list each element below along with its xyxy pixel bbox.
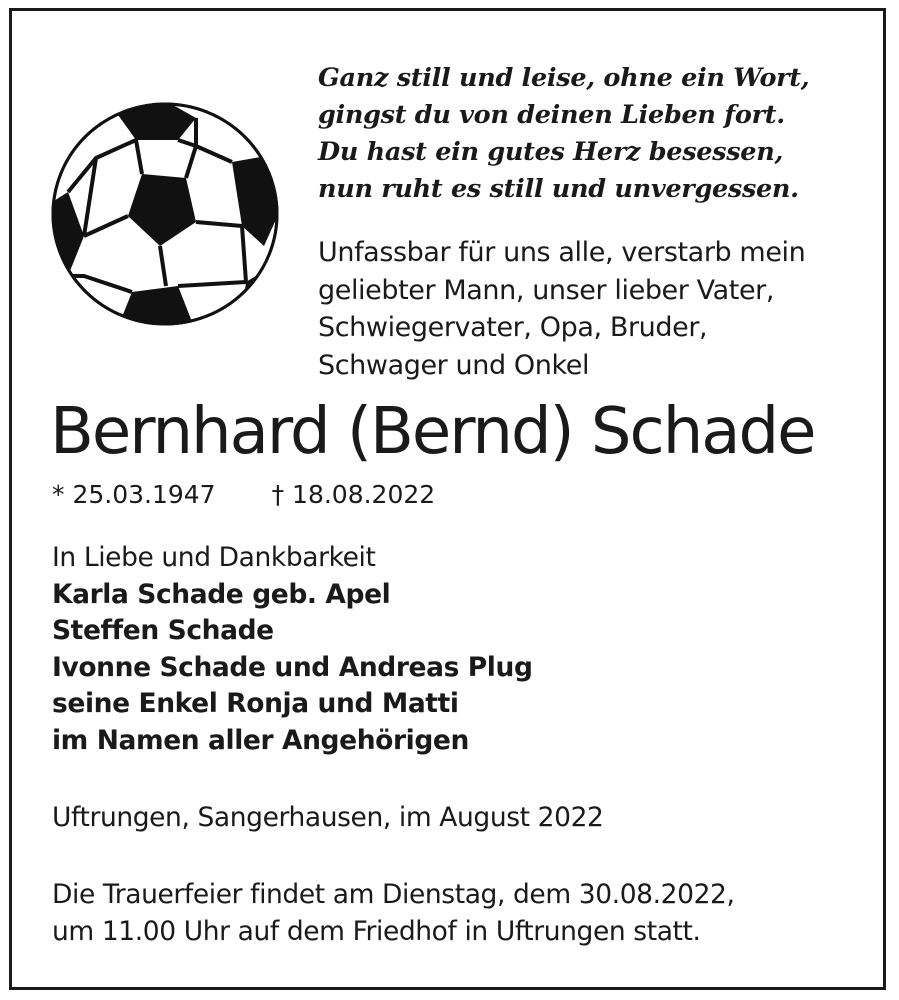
intro-line: Unfassbar für uns alle, verstarb mein <box>318 237 806 268</box>
mourner-name: im Namen aller Angehörigen <box>52 724 469 756</box>
soccer-ball-icon <box>46 96 284 328</box>
poem-line: nun ruht es still und unvergessen. <box>318 174 799 204</box>
life-dates <box>52 478 435 512</box>
intro-line: geliebter Mann, unser lieber Vater, <box>318 274 775 306</box>
intro-line: Schwager und Onkel <box>318 349 590 381</box>
place-date: Uftrungen, Sangerhausen, im August 2022 <box>52 802 604 833</box>
intro-text <box>318 234 878 384</box>
funeral-notice <box>52 876 735 950</box>
mourner-name: Karla Schade geb. Apel <box>52 578 391 610</box>
mourner-name: seine Enkel Ronja und Matti <box>52 688 459 719</box>
mourners <box>52 540 533 759</box>
poem-line: Du hast ein gutes Herz besessen, <box>318 137 784 167</box>
funeral-line: um 11.00 Uhr auf dem Friedhof in Uftrungen statt. <box>52 916 701 947</box>
deceased-name: Bernhard (Bernd) Schade <box>50 395 815 469</box>
mourner-name: Steffen Schade <box>52 615 274 646</box>
mourners-heading: In Liebe und Dankbarkeit <box>52 542 376 573</box>
mourner-name: Ivonne Schade und Andreas Plug <box>52 651 533 683</box>
funeral-line: Die Trauerfeier findet am Dienstag, dem 30.08.2022, <box>52 879 735 910</box>
birth-date: * 25.03.1947 <box>52 480 216 509</box>
poem <box>318 60 858 208</box>
poem-line: Ganz still und leise, ohne ein Wort, <box>318 63 810 93</box>
intro-line: Schwiegervater, Opa, Bruder, <box>318 312 708 343</box>
death-date: † 18.08.2022 <box>271 480 436 509</box>
poem-line: gingst du von deinen Lieben fort. <box>318 100 785 130</box>
